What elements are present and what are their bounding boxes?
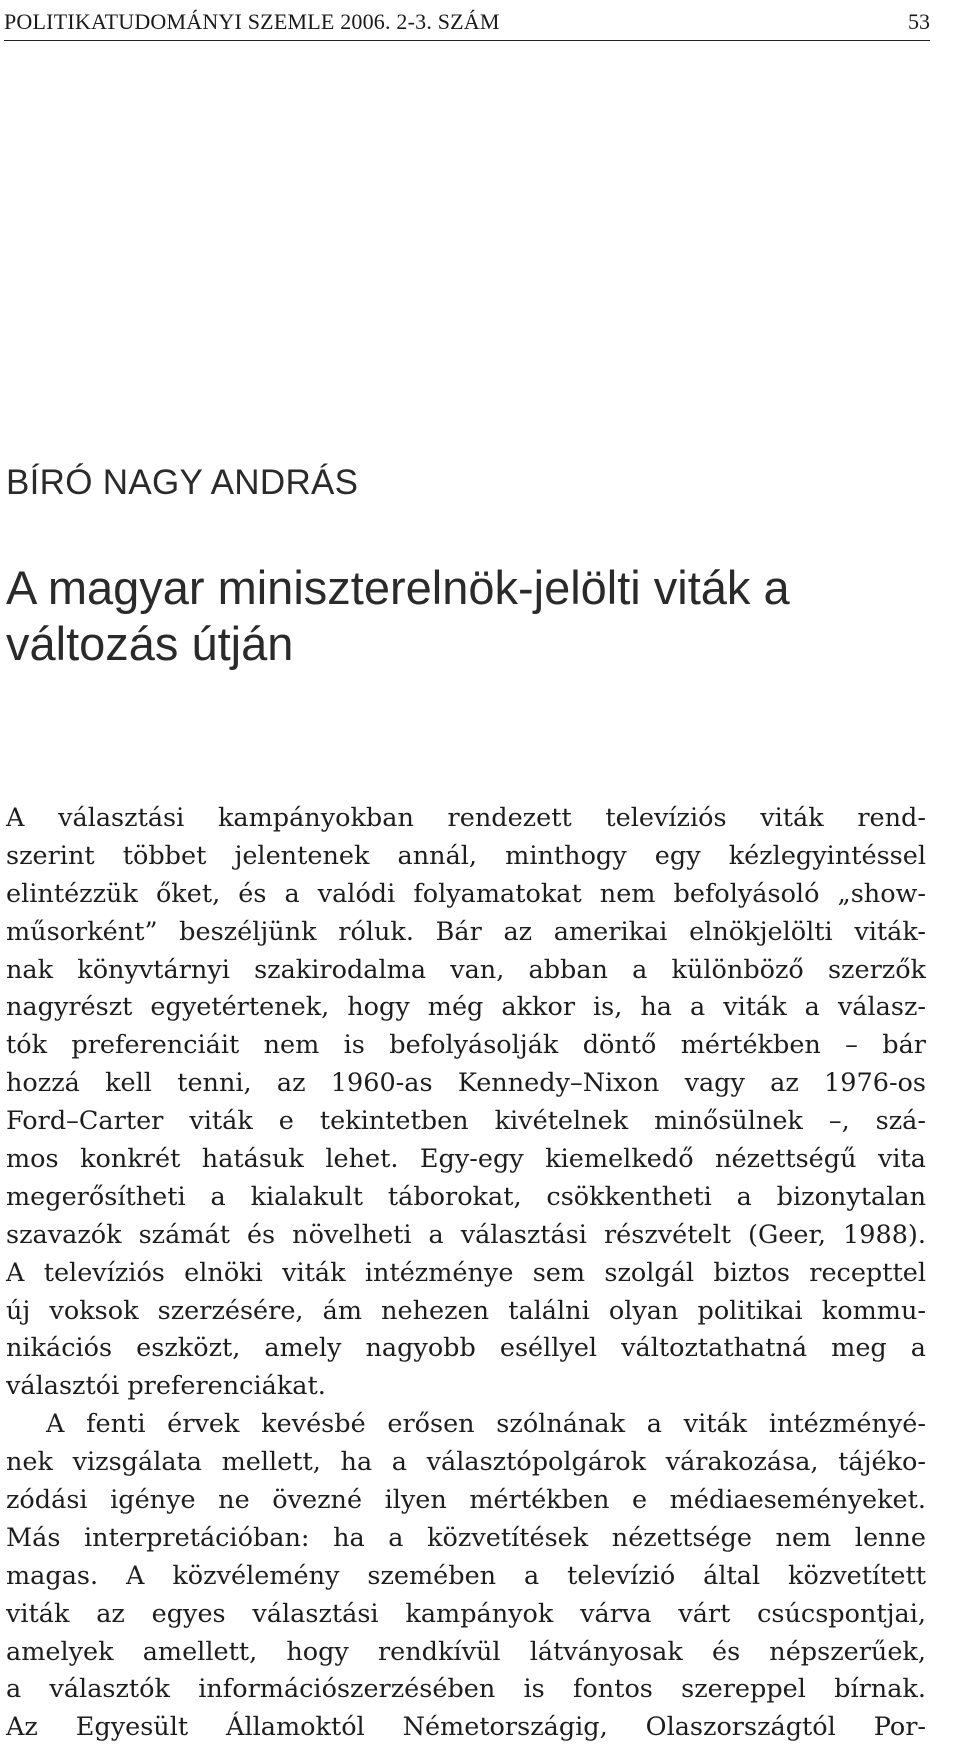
body-line: A televíziós elnöki viták intézménye sem szolgál biztos recepttel (6, 1257, 926, 1288)
article-body (6, 800, 926, 1747)
body-line: Az Egyesült Államoktól Németországig, Olaszországtól Por- (6, 1712, 926, 1743)
body-line: tók preferenciáit nem is befolyásolják döntő mértékben – bár (6, 1030, 926, 1061)
journal-title: POLITIKATUDOMÁNYI SZEMLE 2006. 2-3. SZÁM (4, 9, 500, 34)
body-line: nek vizsgálata mellett, ha a választópolgárok várakozása, tájéko- (6, 1447, 926, 1478)
body-line: nak könyvtárnyi szakirodalma van, abban a különböző szerzők (6, 954, 926, 985)
body-line: nagyrészt egyetértenek, hogy még akkor is, ha a viták a válasz- (6, 992, 926, 1023)
title-line: változás útján (6, 617, 294, 670)
body-line: Más interpretációban: ha a közvetítések nézettsége nem lenne (6, 1522, 926, 1553)
body-line: magas. A közvélemény szemében a televízió által közvetített (6, 1560, 926, 1591)
body-line: műsorként” beszéljünk róluk. Bár az amerikai elnökjelölti viták- (6, 916, 926, 947)
body-line: amelyek amellett, hogy rendkívül látványosak és népszerűek, (6, 1636, 926, 1667)
body-line: szavazók számát és növelheti a választási részvételt (Geer, 1988). (6, 1219, 926, 1250)
body-line: mos konkrét hatásuk lehet. Egy-egy kiemelkedő nézettségű vita (6, 1144, 926, 1175)
body-line: új voksok szerzésére, ám nehezen találni olyan politikai kommu- (6, 1295, 926, 1326)
article-author: BÍRÓ NAGY ANDRÁS (6, 463, 359, 502)
body-line: szerint többet jelentenek annál, minthogy egy kézlegyintéssel (6, 840, 926, 871)
body-line: zódási igénye ne övezné ilyen mértékben e médiaeseményeket. (6, 1485, 926, 1516)
body-line: A fenti érvek kevésbé erősen szólnának a viták intézményé- (46, 1409, 926, 1440)
body-line: A választási kampányokban rendezett televíziós viták rend- (6, 803, 926, 833)
body-line: Ford–Carter viták e tekintetben kivételnek minősülnek –, szá- (6, 1106, 926, 1137)
body-line: választói preferenciákat. (6, 1371, 326, 1402)
page-number: 53 (908, 9, 930, 34)
running-header (4, 6, 930, 41)
body-line: elintézzük őket, és a valódi folyamatokat nem befolyásoló „show- (6, 878, 926, 909)
body-line: megerősítheti a kialakult táborokat, csökkentheti a bizonytalan (6, 1181, 926, 1212)
article-title (6, 560, 936, 672)
body-line: nikációs eszközt, amely nagyobb eséllyel változtathatná meg a (6, 1333, 926, 1364)
body-line: a választók információszerzésében is fontos szereppel bírnak. (6, 1674, 926, 1705)
title-line: A magyar miniszterelnök-jelölti viták a (6, 561, 790, 614)
body-line: hozzá kell tenni, az 1960-as Kennedy–Nixon vagy az 1976-os (6, 1068, 926, 1099)
body-line: viták az egyes választási kampányok várva várt csúcspontjai, (6, 1598, 926, 1629)
